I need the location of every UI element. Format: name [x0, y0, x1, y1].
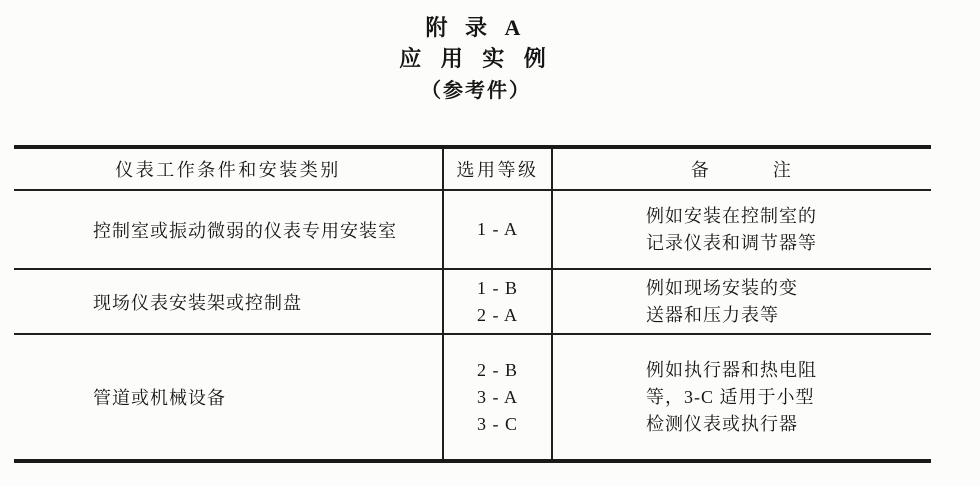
row-3-remark-line-3: 检测仪表或执行器 [646, 413, 798, 434]
row-1-remark-block [553, 203, 817, 257]
row-2-remark-block [553, 275, 798, 329]
row-3-grade-cell [444, 335, 553, 459]
row-3-remark-cell [553, 335, 931, 459]
document-title-block [0, 16, 966, 102]
row-3-grade-2: 3 - A [477, 386, 518, 407]
row-1-grade-cell [444, 191, 553, 270]
appendix-title: 附 录 A [425, 15, 527, 40]
section-title: 应 用 实 例 [399, 46, 553, 71]
application-example-table [14, 145, 931, 463]
row-1-remark-line-2: 记录仪表和调节器等 [646, 232, 817, 253]
row-3-grade-1: 2 - B [477, 359, 518, 380]
row-2-remark-line-2: 送器和压力表等 [646, 304, 779, 325]
row-1-remark-line-1: 例如安装在控制室的 [646, 205, 817, 226]
row-1-remark-cell [553, 191, 931, 270]
reference-note: （参考件） [421, 80, 531, 102]
row-2-grade-2: 2 - A [477, 304, 518, 325]
row-3-remark-line-1: 例如执行器和热电阻 [646, 359, 817, 380]
row-2-condition-cell: 现场仪表安装架或控制盘 [14, 270, 444, 335]
row-1-condition-cell: 控制室或振动微弱的仪表专用安装室 [14, 191, 444, 270]
header-grade-column: 选用等级 [444, 149, 553, 191]
row-2-remark-cell [553, 270, 931, 335]
row-2-grade-1: 1 - B [477, 277, 518, 298]
header-condition-column: 仪表工作条件和安装类别 [14, 149, 444, 191]
row-3-condition-cell: 管道或机械设备 [14, 335, 444, 459]
row-3-remark-block [553, 357, 817, 438]
row-2-grade-cell [444, 270, 553, 335]
row-2-remark-line-1: 例如现场安装的变 [646, 277, 798, 298]
row-3-grade-3: 3 - C [477, 413, 518, 434]
header-remark-column: 备 注 [553, 149, 931, 191]
row-3-remark-line-2: 等，3-C 适用于小型 [646, 386, 815, 407]
row-1-grade-1: 1 - A [477, 219, 518, 239]
